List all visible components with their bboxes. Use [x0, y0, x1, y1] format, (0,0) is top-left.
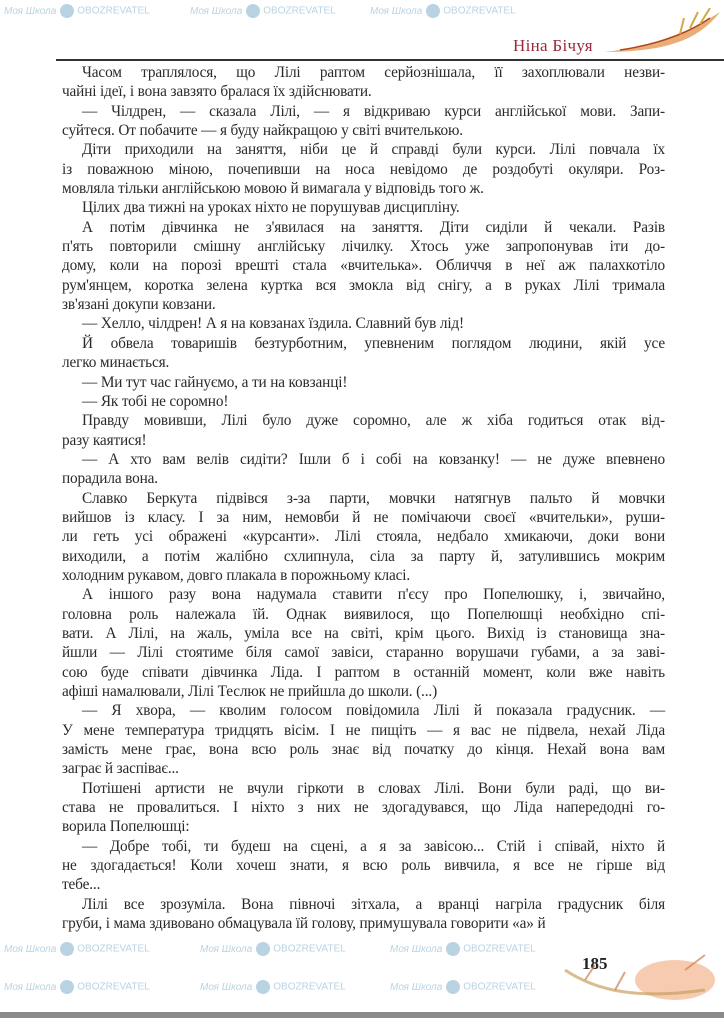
text-line: А іншого разу вона надумала ставити п'єсу про Попелюшку, і, звичайно, — [82, 586, 665, 604]
text-line: У мене температура тридцять вісім. І не пищіть — я вас не підвела, нехай Ліда — [62, 721, 665, 739]
text-line: заграє й заспіває... — [62, 760, 179, 778]
text-line: разу каятися! — [62, 431, 147, 449]
text-line: дому, коли на порозі врешті стала «вчителька». Обличчя в неї аж палахкотіло — [62, 257, 665, 275]
text-line: — Я хвора, — кволим голосом повідомила Лілі й показала градусник. — — [82, 702, 665, 720]
text-line: става не провалиться. І ніхто з них не здогадувався, що Ліда напередодні го- — [62, 799, 665, 817]
text-line: зв'язані докупи ковзани. — [62, 296, 216, 314]
watermark-school: Моя Школа — [370, 5, 423, 17]
feather-ornament-icon — [600, 8, 724, 60]
text-line: Й обвела товаришів безтурботним, упевненим поглядом людини, якій усе — [82, 334, 665, 352]
watermark-brand: OBOZREVATEL — [77, 981, 150, 993]
text-line: — Як тобі не соромно! — [82, 392, 229, 410]
text-line: порадила вона. — [62, 470, 158, 488]
watermark-school: Моя Школа — [190, 5, 243, 17]
text-line: — А хто вам велів сидіти? Ішли б і собі на ковзанку! — не дуже впевнено — [82, 450, 665, 468]
text-line: головна роль належала їй. Однак виявилося, що Попелюшці необхідно спі- — [62, 605, 665, 623]
watermark-school: Моя Школа — [200, 981, 253, 993]
obozrevatel-logo-icon — [256, 980, 270, 994]
text-line: Лілі все зрозуміла. Вона півночі зітхала, а вранці нагріла градусник біля — [82, 895, 665, 913]
text-line: — Ми тут час гайнуємо, а ти на ковзанці! — [82, 373, 348, 391]
text-line: рум'янцем, коротка зелена куртка вся змокла від снігу, а в руках Лілі тримала — [62, 276, 665, 294]
watermark — [390, 980, 536, 994]
watermark-school: Моя Школа — [390, 981, 443, 993]
watermark-school: Моя Школа — [4, 943, 57, 955]
obozrevatel-logo-icon — [60, 980, 74, 994]
obozrevatel-logo-icon — [446, 942, 460, 956]
watermark-school: Моя Школа — [4, 5, 57, 17]
text-line: чайні ідеї, і вона завзято бралася їх здійснювати. — [62, 83, 372, 101]
text-line: Цілих два тижні на уроках ніхто не порушував дисципліну. — [82, 199, 460, 217]
watermark — [200, 942, 346, 956]
watermark-brand: OBOZREVATEL — [443, 5, 516, 17]
watermark — [4, 4, 150, 18]
watermark — [390, 942, 536, 956]
watermark-brand: OBOZREVATEL — [273, 981, 346, 993]
watermark-brand: OBOZREVATEL — [77, 943, 150, 955]
watermark-brand: OBOZREVATEL — [463, 981, 536, 993]
text-line: афіші намалювали, Лілі Теслюк не прийшла до школи. (...) — [62, 683, 438, 700]
text-line: вати. А Лілі, на жаль, уміла все на світі, крім цього. Вихід із становища зна- — [62, 624, 665, 642]
text-line: Потішені артисти не вчули гіркоти в словах Лілі. Вони були раді, що ви- — [82, 779, 665, 797]
watermark — [4, 942, 150, 956]
watermark — [200, 980, 346, 994]
page-bottom-edge — [0, 1012, 724, 1018]
text-line: Славко Беркута підвівся з-за парти, мовчки натягнув пальто й мовчки — [82, 489, 665, 507]
watermark-school: Моя Школа — [200, 943, 253, 955]
text-line: тебе... — [62, 876, 101, 894]
obozrevatel-logo-icon — [256, 942, 270, 956]
watermark — [4, 980, 150, 994]
obozrevatel-logo-icon — [60, 942, 74, 956]
text-line: холодним рукавом, довго плакала в порожньому класі. — [62, 566, 411, 584]
text-line: сою буде співати дівчинка Ліда. І раптом в останній момент, коли вже навіть — [62, 663, 665, 681]
text-line: п'ять повторили смішну англійську лічилку. Хтось уже запропонував іти до- — [62, 238, 665, 256]
watermark-brand: OBOZREVATEL — [273, 943, 346, 955]
text-line: — Чілдрен, — сказала Лілі, — я відкриваю курси англійської мови. Запи- — [82, 102, 665, 120]
text-line: йшли — Лілі стоятиме біля самої завіси, старанно ворушачи губами, а за заві- — [62, 644, 665, 662]
text-line: ворила Попелюшці: — [62, 818, 190, 836]
page-number: 185 — [582, 954, 608, 973]
text-line: Діти приходили на заняття, ніби це й справді були курси. Лілі повчала їх — [82, 141, 665, 159]
text-line: Часом траплялося, що Лілі раптом серйознішала, її захоплювали незви- — [82, 64, 665, 81]
text-line: замість мене грає, вона всю роль знає від початку до кінця. Нехай вона вам — [62, 741, 665, 759]
text-line: — Добре тобі, ти будеш на сцені, а я за завісою... Стій і співай, ніхто й — [82, 837, 665, 855]
watermark-brand: OBOZREVATEL — [463, 943, 536, 955]
obozrevatel-logo-icon — [426, 4, 440, 18]
watermark-school: Моя Школа — [4, 981, 57, 993]
body-text — [62, 63, 665, 933]
text-line: мовляла тільки англійською мовою й вимагала у відповідь того ж. — [62, 180, 484, 198]
text-line: — Хелло, чілдрен! А я на ковзанах їздила. Славний був лід! — [82, 315, 465, 333]
watermark-school: Моя Школа — [390, 943, 443, 955]
text-line: не здогадається! Коли хочеш знати, я всю роль вивчила, я все не гірше від — [62, 857, 665, 875]
running-header-author: Ніна Бічуя — [513, 36, 593, 55]
text-line: Правду мовивши, Лілі було дуже соромно, але ж хіба годиться отак від- — [82, 412, 665, 430]
watermark — [190, 4, 336, 18]
watermark-brand: OBOZREVATEL — [77, 5, 150, 17]
text-line: А потім дівчинка не з'явилася на заняття. Діти сиділи й чекали. Разів — [82, 218, 665, 236]
obozrevatel-logo-icon — [246, 4, 260, 18]
feather-ornament-bottom-icon — [555, 950, 720, 1005]
text-line: груби, і мама здивовано обмацувала їй голову, примушувала говорити «а» й — [62, 915, 546, 933]
text-line: ли геть усі ображені «курсанти». Лілі стояла, недбало хмикаючи, доки вони — [62, 528, 665, 546]
text-line: суйтеся. От побачите — я буду найкращою у світі вчителькою. — [62, 122, 463, 140]
obozrevatel-logo-icon — [446, 980, 460, 994]
text-line: із поважною міною, почепивши на носа невідомо де роздобуті окуляри. Роз- — [62, 160, 665, 178]
obozrevatel-logo-icon — [60, 4, 74, 18]
watermark — [370, 4, 516, 18]
text-line: легко минається. — [62, 354, 170, 372]
text-line: вийшов із класу. І за ним, немовби й не помічаючи своєї «вчительки», руши- — [62, 508, 665, 526]
watermark-brand: OBOZREVATEL — [263, 5, 336, 17]
text-line: виходили, а потім жалібно схлипнула, сіла за парту й, затулившись мокрим — [62, 547, 665, 565]
